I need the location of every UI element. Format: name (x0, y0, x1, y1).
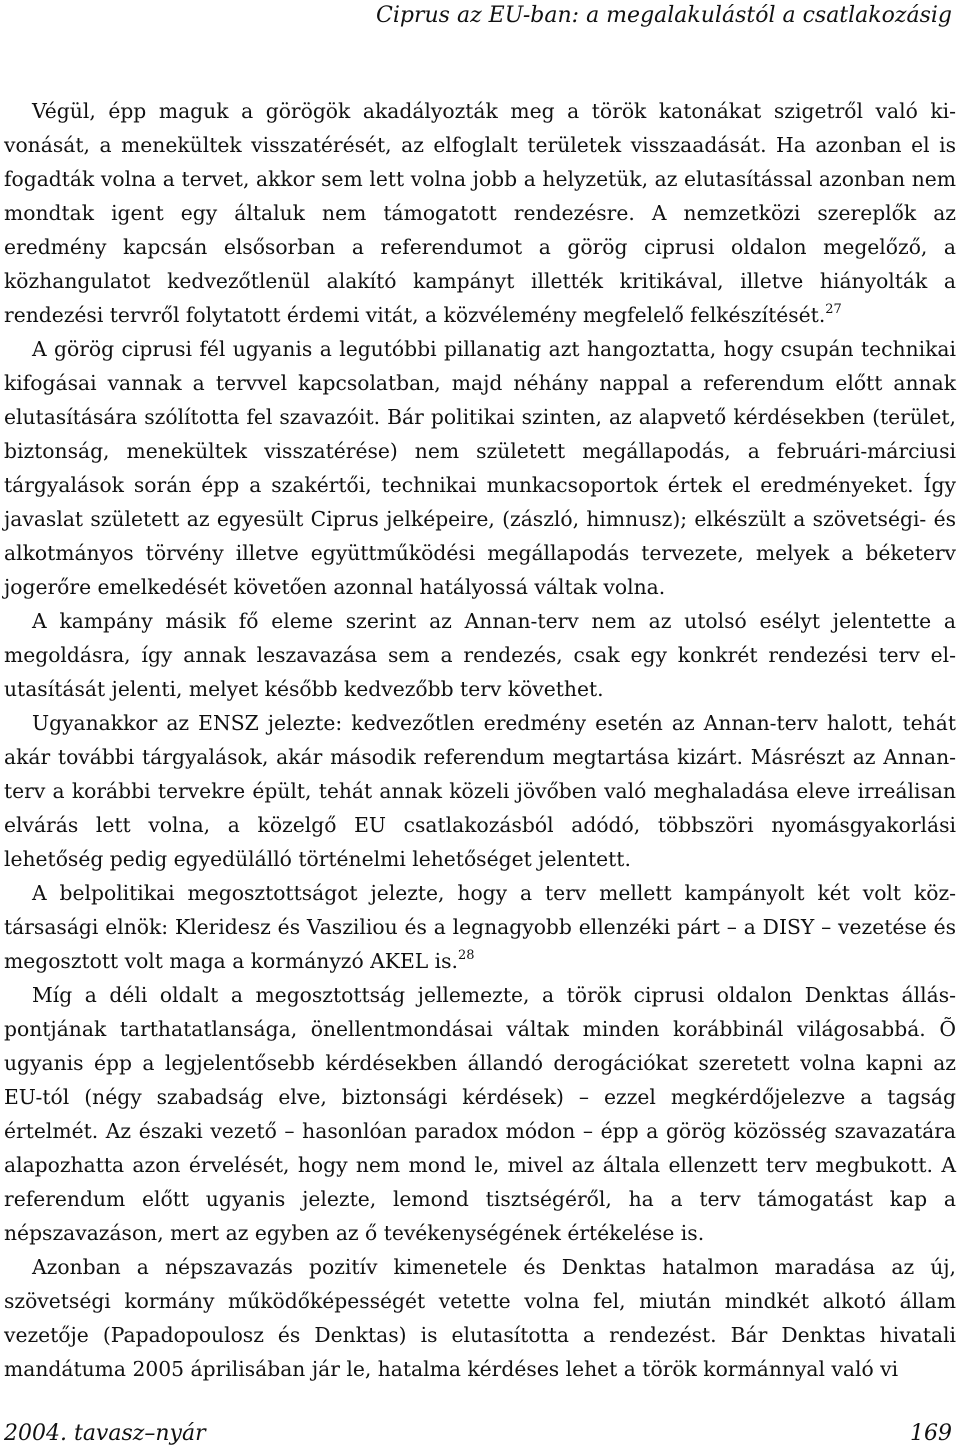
paragraph-text: Ugyanakkor az ENSZ jelezte: kedvezőtlen eredmény esetén az Annan-terv halott, tehát akár további tárgyalások, akár második referendum megtartása kizárt. Másrészt az Annan-terv a korábbi tervekre épült, tehát annak közeli jövőben való meghaladása eleve irreálisan elvárás lett volna, a közelgő EU csatlakozásból adódó, többszöri nyomásgyakorlási lehetőség pedig egyedülálló történelmi lehetőséget jelentett. (4, 711, 956, 871)
paragraph (4, 604, 956, 706)
paragraph (4, 876, 956, 978)
paragraph-text: Azonban a népszavazás pozitív kimenetele és Denktas hatalmon maradása az új, szövetségi kormány működőképességét vetette volna fel, miután mindkét alkotó állam vezetője (Papadopoulosz és Denktas) is elutasította a rendezést. Bár Denktas hivatali mandátuma 2005 áprilisában jár le, hatalma kérdéses lehet a török kormánnyal való vi (4, 1255, 956, 1381)
paragraph-text: Míg a déli oldalt a megosztottság jellemezte, a török ciprusi oldalon Denktas álláspontjának tarthatatlansága, önellentmondásai váltak minden korábbinál világosabbá. Õ ugyanis épp a legjelentősebb kérdésekben állandó derogációkat szeretett volna kapni az EU-tól (négy szabadság elve, biztonsági kérdések) – ezzel megkérdőjelezve a tagság értelmét. Az északi vezető – hasonlóan paradox módon – épp a görög közösség szavazatára alapozhatta azon érvelését, hogy nem mond le, mivel az általa ellenzett terv megbukott. A referendum előtt ugyanis jelezte, lemond tisztségéről, ha a terv támogatást kap a népszavazáson, mert az egyben az ő tevékenységének értékelése is. (4, 983, 956, 1245)
paragraph (4, 978, 956, 1250)
issue-label: 2004. tavasz–nyár (4, 1421, 206, 1446)
page-footer (4, 1420, 952, 1448)
running-head: Ciprus az EU-ban: a megalakulástól a csatlakozásig (376, 3, 952, 28)
paragraph-text: A kampány másik fő eleme szerint az Annan-terv nem az utolsó esélyt jelentette a megoldásra, így annak leszavazása sem a rendezés, csak egy konkrét rendezési terv elutasítását jelenti, melyet később kedvezőbb terv követhet. (4, 609, 956, 701)
article-body (4, 94, 956, 1386)
paragraph-text: A belpolitikai megosztottságot jelezte, hogy a terv mellett kampányolt két volt köztársasági elnök: Kleridesz és Vasziliou és a legnagyobb ellenzéki párt – a DISY – vezetése és megosztott volt maga a kormányzó AKEL is. (4, 881, 956, 973)
paragraph (4, 94, 956, 332)
paragraph (4, 706, 956, 876)
footnote-ref: 28 (458, 948, 475, 963)
paragraph-text: A görög ciprusi fél ugyanis a legutóbbi pillanatig azt hangoztatta, hogy csupán technikai kifogásai vannak a tervvel kapcsolatban, majd néhány nappal a referendum előtt annak elutasítására szólította fel szavazóit. Bár politikai szinten, az alapvető kérdésekben (terület, biztonság, menekültek visszatérése) nem született megállapodás, a februári-márciusi tárgyalások során épp a szakértői, technikai munkacsoportok értek el eredményeket. Így javaslat született az egyesült Ciprus jelképeire, (zászló, himnusz); elkészült a szövetségi- és alkotmányos törvény illetve együttműködési megállapodás tervezete, melyek a béketerv jogerőre emelkedését követően azonnal hatályossá váltak volna. (4, 337, 956, 599)
paragraph-text: Végül, épp maguk a görögök akadályozták meg a török katonákat szigetről való kivonását, a menekültek visszatérését, az elfoglalt területek visszaadását. Ha azonban el is fogadták volna a tervet, akkor sem lett volna jobb a helyzetük, az elutasítással azonban nem mondtak igent egy általuk nem támogatott rendezésre. A nemzetközi szereplők az eredmény kapcsán elsősorban a referendumot a görög ciprusi oldalon megelőző, a közhangulatot kedvezőtlenül alakító kampányt illették kritikával, illetve hiányolták a rendezési tervről folytatott érdemi vitát, a közvélemény megfelelő felkészítését. (4, 99, 956, 327)
paragraph (4, 332, 956, 604)
page-number: 169 (910, 1421, 952, 1446)
footnote-ref: 27 (825, 302, 842, 317)
paragraph (4, 1250, 956, 1386)
